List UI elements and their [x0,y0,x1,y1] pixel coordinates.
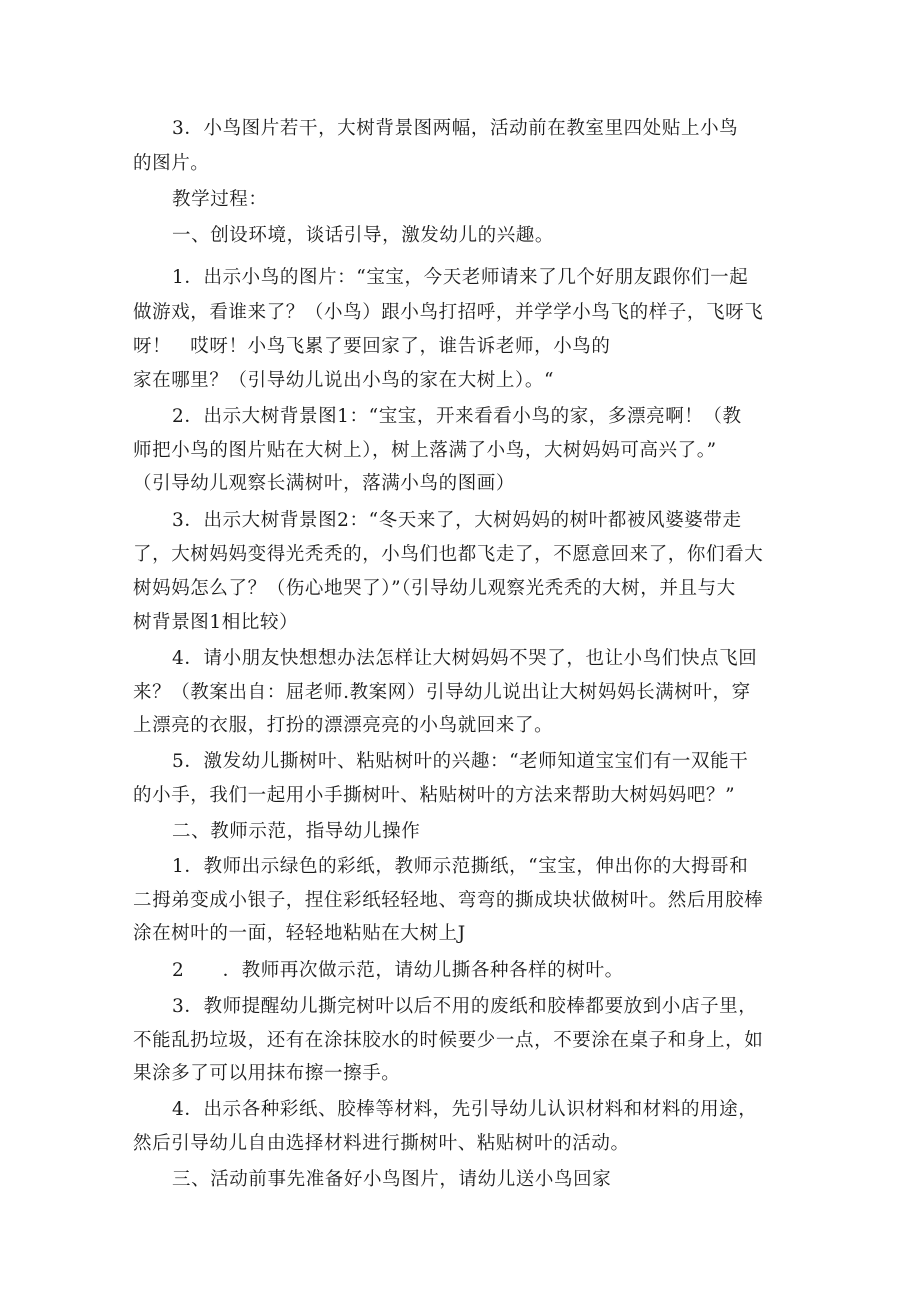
text-line: 的图片。 [133,153,210,174]
text-line: 3．小鸟图片若干，大树背景图两幅，活动前在教室里四处贴上小鸟 [172,118,739,139]
section-heading: 教学过程： [172,189,268,210]
text-line: 果涂多了可以用抹布擦一擦手。 [133,1063,401,1084]
text-line: 涂在树叶的一面，轻轻地粘贴在大树上J [133,923,466,944]
section-heading: 一、创设环境，谈话引导，激发幼儿的兴趣。 [172,225,555,246]
text-line: 做游戏，看谁来了？（小鸟）跟小鸟打招呼，并学学小鸟飞的样子，飞呀飞 [133,302,764,323]
text-line: 了，大树妈妈变得光秃秃的，小鸟们也都飞走了，不愿意回来了，你们看大 [133,544,764,565]
text-line: 3．教师提醒幼儿撕完树叶以后不用的废纸和胶棒都要放到小店子里， [172,996,758,1017]
text-line: 师把小鸟的图片贴在大树上），树上落满了小鸟，大树妈妈可高兴了。” [133,440,717,461]
text-line: 2 ．教师再次做示范，请幼儿撕各种各样的树叶。 [172,960,624,981]
text-line: 来？（教案出自：屈老师.教案网）引导幼儿说出让大树妈妈长满树叶，穿 [133,682,751,703]
text-line: 1．教师出示绿色的彩纸，教师示范撕纸，“宝宝，伸出你的大拇哥和 [172,856,749,877]
section-heading: 三、活动前事先准备好小鸟图片，请幼儿送小鸟回家 [172,1169,612,1190]
text-line: 上漂亮的衣服，打扮的漂漂亮亮的小鸟就回来了。 [133,715,554,736]
text-line: 4．请小朋友快想想办法怎样让大树妈妈不哭了，也让小鸟们快点飞回 [172,648,758,669]
text-line: （引导幼儿观察长满树叶，落满小鸟的图画） [133,473,516,494]
text-line: 不能乱扔垃圾，还有在涂抹胶水的时候要少一点，不要涂在桌子和身上，如 [133,1030,764,1051]
section-heading: 二、教师示范，指导幼儿操作 [172,821,421,842]
text-line: 4．出示各种彩纸、胶棒等材料，先引导幼儿认识材料和材料的用途， [172,1099,758,1120]
text-line: 5．激发幼儿撕树叶、粘贴树叶的兴趣：“老师知道宝宝们有一双能干 [172,751,749,772]
text-line: 树妈妈怎么了？（伤心地哭了）”（引导幼儿观察光秃秃的大树，并且与大 [133,578,736,599]
text-line: 3．出示大树背景图2：“冬天来了，大树妈妈的树叶都被风婆婆带走 [172,510,742,531]
text-line: 树背景图1相比较） [133,612,299,633]
text-line: 的小手，我们一起用小手撕树叶、粘贴树叶的方法来帮助大树妈妈吧？” [133,785,736,806]
text-line: 二拇弟变成小银子，捏住彩纸轻轻地、弯弯的撕成块状做树叶。然后用胶棒 [133,890,764,911]
text-line: 然后引导幼儿自由选择材料进行撕树叶、粘贴树叶的活动。 [133,1133,630,1154]
text-line: 1．出示小鸟的图片：“宝宝，今天老师请来了几个好朋友跟你们一起 [172,267,749,288]
text-line: 呀！ 哎呀！小鸟飞累了要回家了，谁告诉老师，小鸟的 [133,336,611,357]
text-line: 2．出示大树背景图1：“宝宝，开来看看小鸟的家，多漂亮啊！（教 [172,406,742,427]
text-line: 家在哪里？（引导幼儿说出小鸟的家在大树上）。“ [133,370,555,391]
